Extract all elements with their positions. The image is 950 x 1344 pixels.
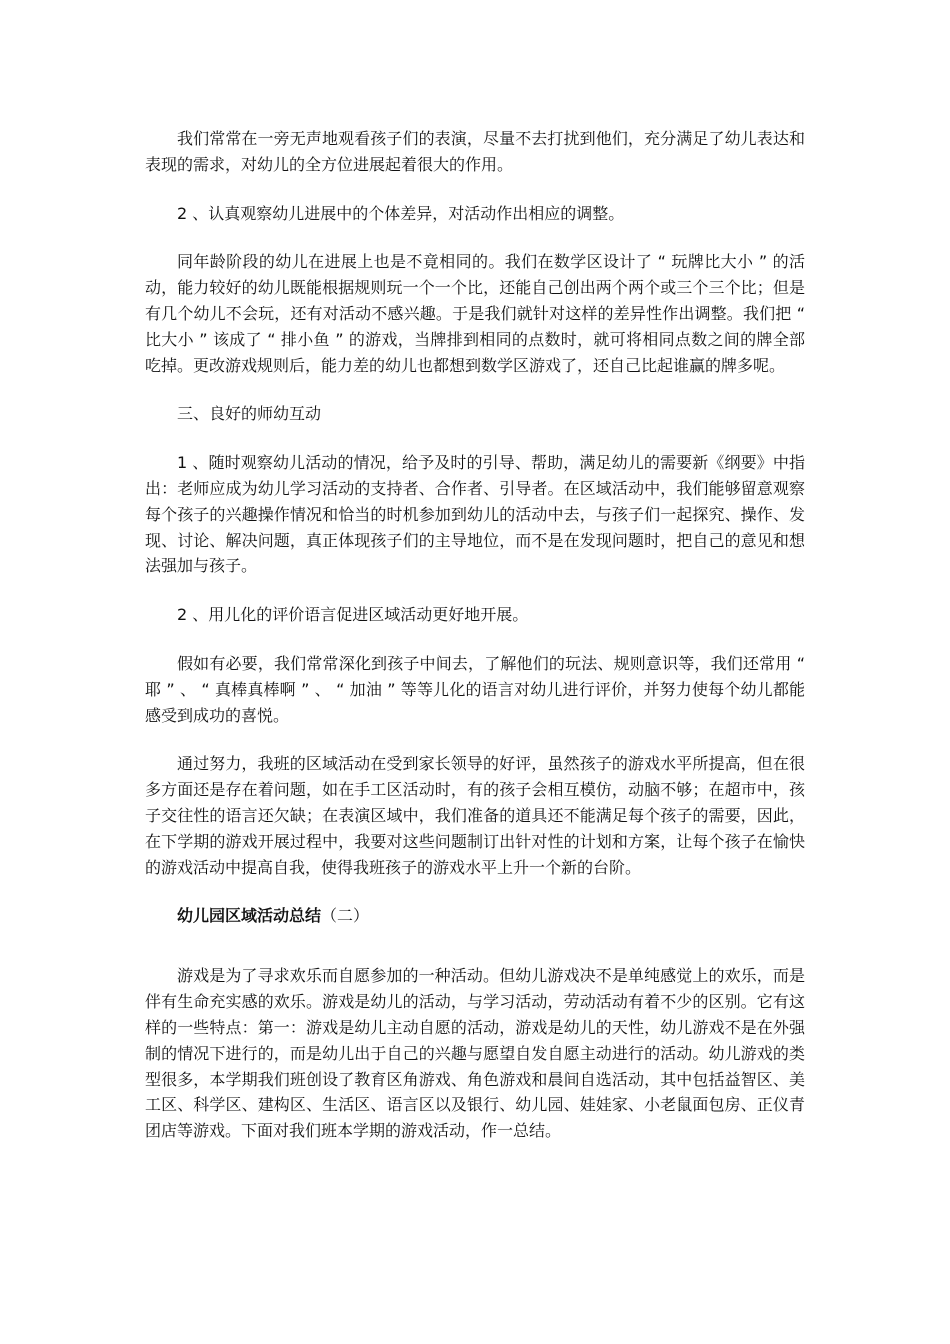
paragraph-observe-performance: 我们常常在一旁无声地观看孩子们的表演，尽量不去打扰到他们，充分满足了幼儿表达和表现的需求，对幼儿的全方位进展起着很大的作用。 — [145, 129, 805, 174]
paragraph-individual-differences-heading: 2 、认真观察幼儿进展中的个体差异，对活动作出相应的调整。 — [177, 203, 625, 223]
paragraph-summary-problems: 通过努力，我班的区域活动在受到家长领导的好评，虽然孩子的游戏水平所提高，但在很多方面还是存在着问题，如在手工区活动时，有的孩子会相互模仿，动脑不够；在超市中，孩子交往性的语言还欠缺；在表演区域中，我们准备的道具还不能满足每个孩子的需要，因此，在下学期的游戏开展过程中，我要对这些问题制订出针对性的计划和方案，让每个孩子在愉快的游戏活动中提高自我，使得我班孩子的游戏水平上升一个新的台阶。 — [145, 754, 805, 877]
paragraph-card-game: 同年龄阶段的幼儿在进展上也是不竟相同的。我们在数学区设计了 “ 玩牌比大小 ” 的活动，能力较好的幼儿既能根据规则玩一个一个比，还能自己创出两个两个或三个三个比；但是有几个幼儿不会玩，还有对活动不感兴趣。于是我们就针对这样的差异性作出调整。我们把 “ 比大小 ” 该成了 “ 排小鱼 ” 的游戏，当牌排到相同的点数时，就可将相同点数之间的牌全部吃掉。更改游戏规则后，能力差的幼儿也都想到数学区游戏了，还自己比起谁赢的牌多呢。 — [145, 252, 805, 375]
paragraph-evaluation-language: 假如有必要，我们常常深化到孩子中间去，了解他们的玩法、规则意识等，我们还常用 “ 耶 ” 、 “ 真棒真棒啊 ” 、 “ 加油 ” 等等儿化的语言对幼儿进行评价，并努力使每个幼儿都能感受到成功的喜悦。 — [145, 653, 805, 725]
paragraph-game-definition: 游戏是为了寻求欢乐而自愿参加的一种活动。但幼儿游戏决不是单纯感觉上的欢乐，而是伴有生命充实感的欢乐。游戏是幼儿的活动，与学习活动，劳动活动有着不少的区别。它有这样的一些特点：第一：游戏是幼儿主动自愿的活动，游戏是幼儿的天性，幼儿游戏不是在外强制的情况下进行的，而是幼儿出于自己的兴趣与愿望自发自愿主动进行的活动。幼儿游戏的类型很多，本学期我们班创设了教育区角游戏、角色游戏和晨间自选活动，其中包括益智区、美工区、科学区、建构区、生活区、语言区以及银行、幼儿园、娃娃家、小老鼠面包房、正仪青团店等游戏。下面对我们班本学期的游戏活动，作一总结。 — [145, 966, 805, 1141]
paragraph-observe-guide: 1 、随时观察幼儿活动的情况，给予及时的引导、帮助，满足幼儿的需要新《纲要》中指出：老师应成为幼儿学习活动的支持者、合作者、引导者。在区域活动中，我们能够留意观察每个孩子的兴趣操作情况和恰当的时机参加到幼儿的活动中去，与孩子们一起探究、操作、发现、讨论、解决问题，真正体现孩子们的主导地位，而不是在发现问题时，把自己的意见和想法强加与孩子。 — [145, 453, 805, 576]
paragraph-evaluation-language-heading: 2 、用儿化的评价语言促进区域活动更好地开展。 — [177, 605, 529, 625]
section-teacher-child-interaction: 三、良好的师幼互动 — [177, 404, 322, 424]
section-heading-title: 幼儿园区域活动总结 — [177, 906, 322, 926]
section-heading-suffix: （二） — [321, 906, 370, 926]
section-heading — [145, 903, 805, 929]
document-page — [145, 126, 805, 1167]
